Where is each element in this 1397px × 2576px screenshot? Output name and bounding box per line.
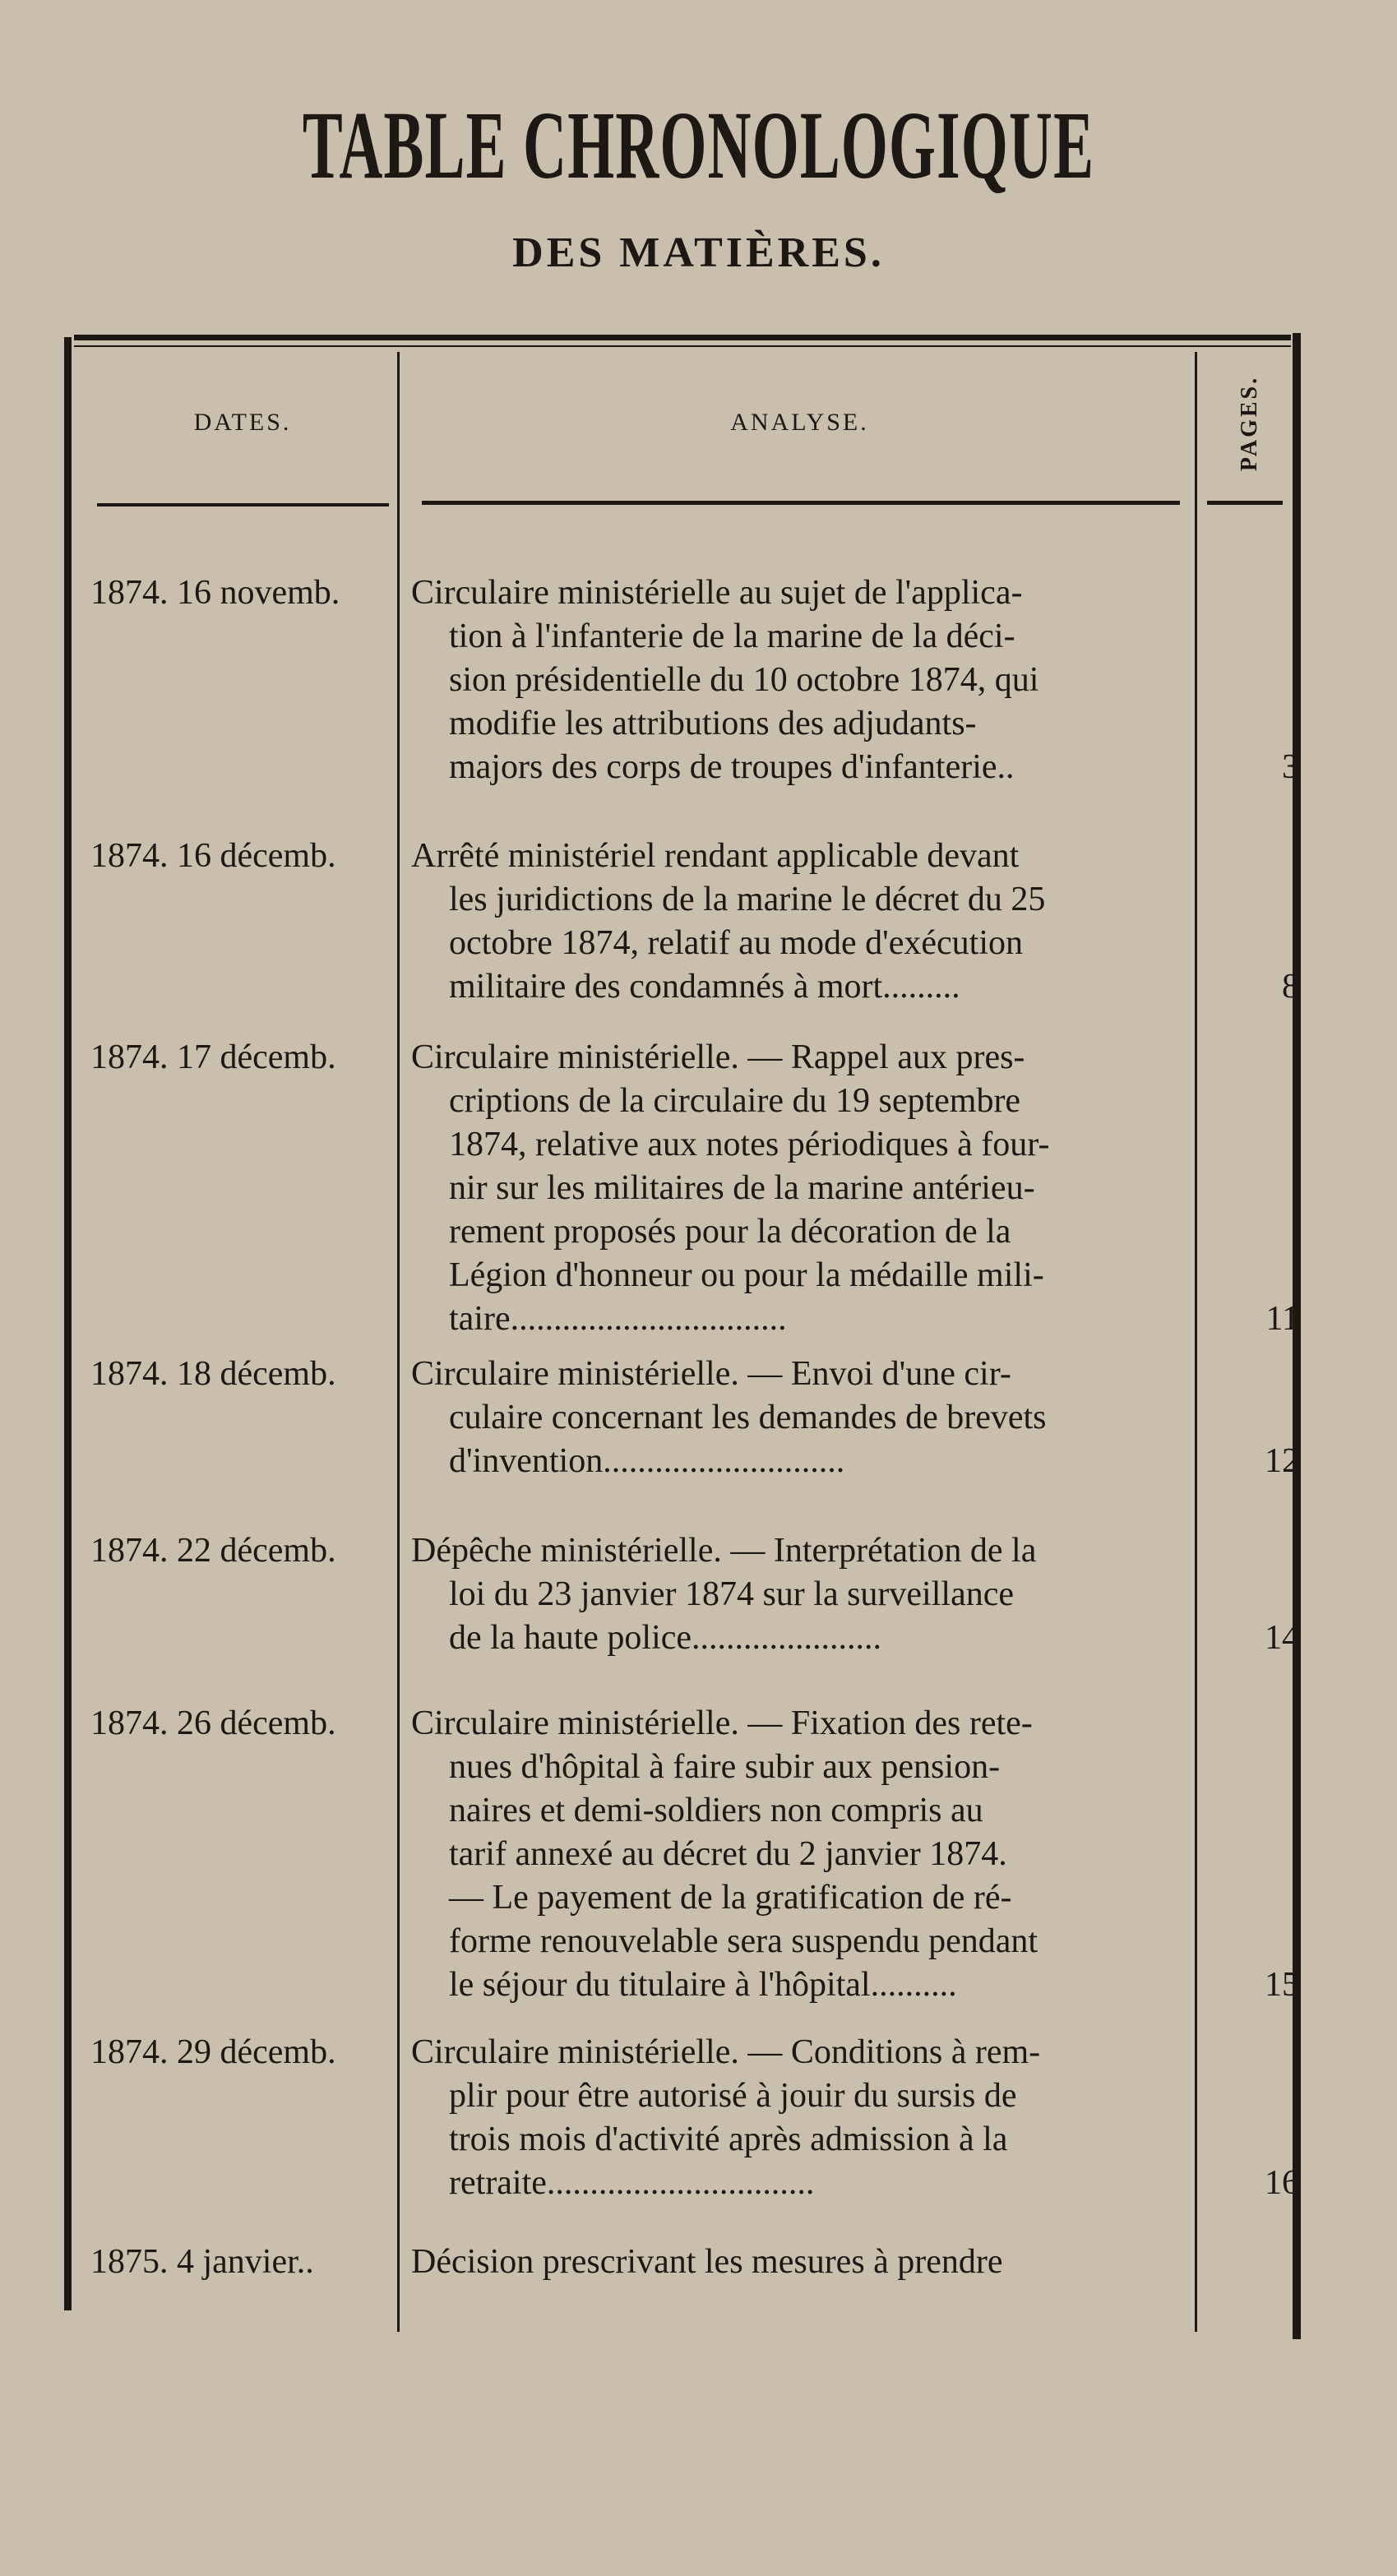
page-subtitle: DES MATIÈRES. (512, 229, 885, 276)
analysis-line: criptions de la circulaire du 19 septembre (449, 1082, 1021, 1120)
table-top-rule-thin (74, 345, 1291, 347)
entry-date: 1874. 16 décemb. (90, 837, 336, 875)
entry-analysis (411, 1702, 1188, 2007)
analysis-line: trois mois d'activité après admission à la (449, 2120, 1008, 2158)
entry-date: 1874. 16 novemb. (90, 574, 340, 612)
entry-analysis (411, 1353, 1188, 1483)
header-dates: DATES. (193, 409, 292, 436)
analysis-line: loi du 23 janvier 1874 sur la surveillance (449, 1575, 1014, 1613)
entry-page-number: 8 (1282, 968, 1299, 1006)
entry-page-number: 3 (1282, 748, 1299, 786)
entry-date: 1874. 17 décemb. (90, 1038, 336, 1076)
analysis-line: nir sur les militaires de la marine antérieu- (449, 1169, 1035, 1207)
analysis-line: tion à l'infanterie de la marine de la déci- (449, 617, 1015, 655)
header-underline-analysis (422, 501, 1180, 505)
analysis-line: taire................................ (449, 1300, 787, 1338)
entry-analysis (411, 1036, 1188, 1341)
analysis-line: forme renouvelable sera suspendu pendant (449, 1922, 1038, 1960)
analysis-line: plir pour être autorisé à jouir du sursis de (449, 2077, 1017, 2115)
analysis-line: Circulaire ministérielle. — Envoi d'une cir- (411, 1355, 1011, 1393)
analysis-line: Arrêté ministériel rendant applicable devant (411, 837, 1020, 875)
analysis-line: retraite............................... (449, 2164, 815, 2202)
header-pages: PAGES. (1237, 375, 1262, 472)
analysis-line: Circulaire ministérielle. — Conditions à rem- (411, 2033, 1041, 2071)
analysis-line: Circulaire ministérielle. — Fixation des rete- (411, 1704, 1033, 1742)
analysis-line: Circulaire ministérielle au sujet de l'applica- (411, 574, 1023, 612)
entry-date: 1875. 4 janvier.. (90, 2243, 314, 2281)
entry-date: 1874. 18 décemb. (90, 1355, 336, 1393)
analysis-line: — Le payement de la gratification de ré- (449, 1879, 1012, 1917)
analysis-line: sion présidentielle du 10 octobre 1874, qui (449, 661, 1039, 699)
analysis-line: 1874, relative aux notes périodiques à four- (449, 1126, 1050, 1163)
analysis-line: naires et demi-soldiers non compris au (449, 1792, 983, 1829)
analysis-line: nues d'hôpital à faire subir aux pension- (449, 1748, 1001, 1786)
entry-analysis (411, 835, 1188, 1009)
page-title: TABLE CHRONOLOGIQUE (302, 91, 1095, 199)
analysis-line: tarif annexé au décret du 2 janvier 1874. (449, 1835, 1007, 1873)
analysis-line: d'invention............................ (449, 1442, 845, 1480)
entry-page-number: 14 (1265, 1619, 1299, 1657)
analysis-line: Légion d'honneur ou pour la médaille mili- (449, 1256, 1044, 1294)
entry-page-number: 12 (1265, 1442, 1299, 1480)
analysis-line: le séjour du titulaire à l'hôpital.......... (449, 1966, 957, 2004)
analysis-line: Circulaire ministérielle. — Rappel aux pres- (411, 1038, 1025, 1076)
table-top-rule (74, 335, 1291, 340)
entry-page-number: 11 (1265, 1300, 1299, 1338)
analysis-line: octobre 1874, relatif au mode d'exécution (449, 924, 1023, 962)
analysis-line: rement proposés pour la décoration de la (449, 1213, 1011, 1251)
entry-date: 1874. 29 décemb. (90, 2033, 336, 2071)
analysis-line: Dépêche ministérielle. — Interprétation de la (411, 1532, 1037, 1570)
analysis-line: modifie les attributions des adjudants- (449, 705, 977, 742)
analysis-line: majors des corps de troupes d'infanterie.. (449, 748, 1015, 786)
header-underline-pages (1207, 501, 1283, 505)
column-separator-dates (397, 352, 400, 2332)
entry-analysis (411, 571, 1188, 789)
analysis-line: les juridictions de la marine le décret du 25 (449, 881, 1046, 918)
entry-date: 1874. 22 décemb. (90, 1532, 336, 1570)
column-separator-analysis (1195, 352, 1197, 2332)
analysis-line: Décision prescrivant les mesures à prendre (411, 2243, 1003, 2281)
header-underline-dates (97, 503, 389, 506)
entry-analysis (411, 2031, 1188, 2205)
header-analyse: ANALYSE. (730, 409, 869, 436)
entry-page-number: 15 (1265, 1966, 1299, 2004)
entry-analysis (411, 1529, 1188, 1660)
analysis-line: culaire concernant les demandes de brevets (449, 1399, 1047, 1436)
analysis-line: militaire des condamnés à mort......... (449, 968, 960, 1006)
entry-analysis (411, 2241, 1188, 2284)
table-left-border (64, 337, 72, 2310)
entry-date: 1874. 26 décemb. (90, 1704, 336, 1742)
entry-page-number: 16 (1265, 2164, 1299, 2202)
analysis-line: de la haute police...................... (449, 1619, 882, 1657)
